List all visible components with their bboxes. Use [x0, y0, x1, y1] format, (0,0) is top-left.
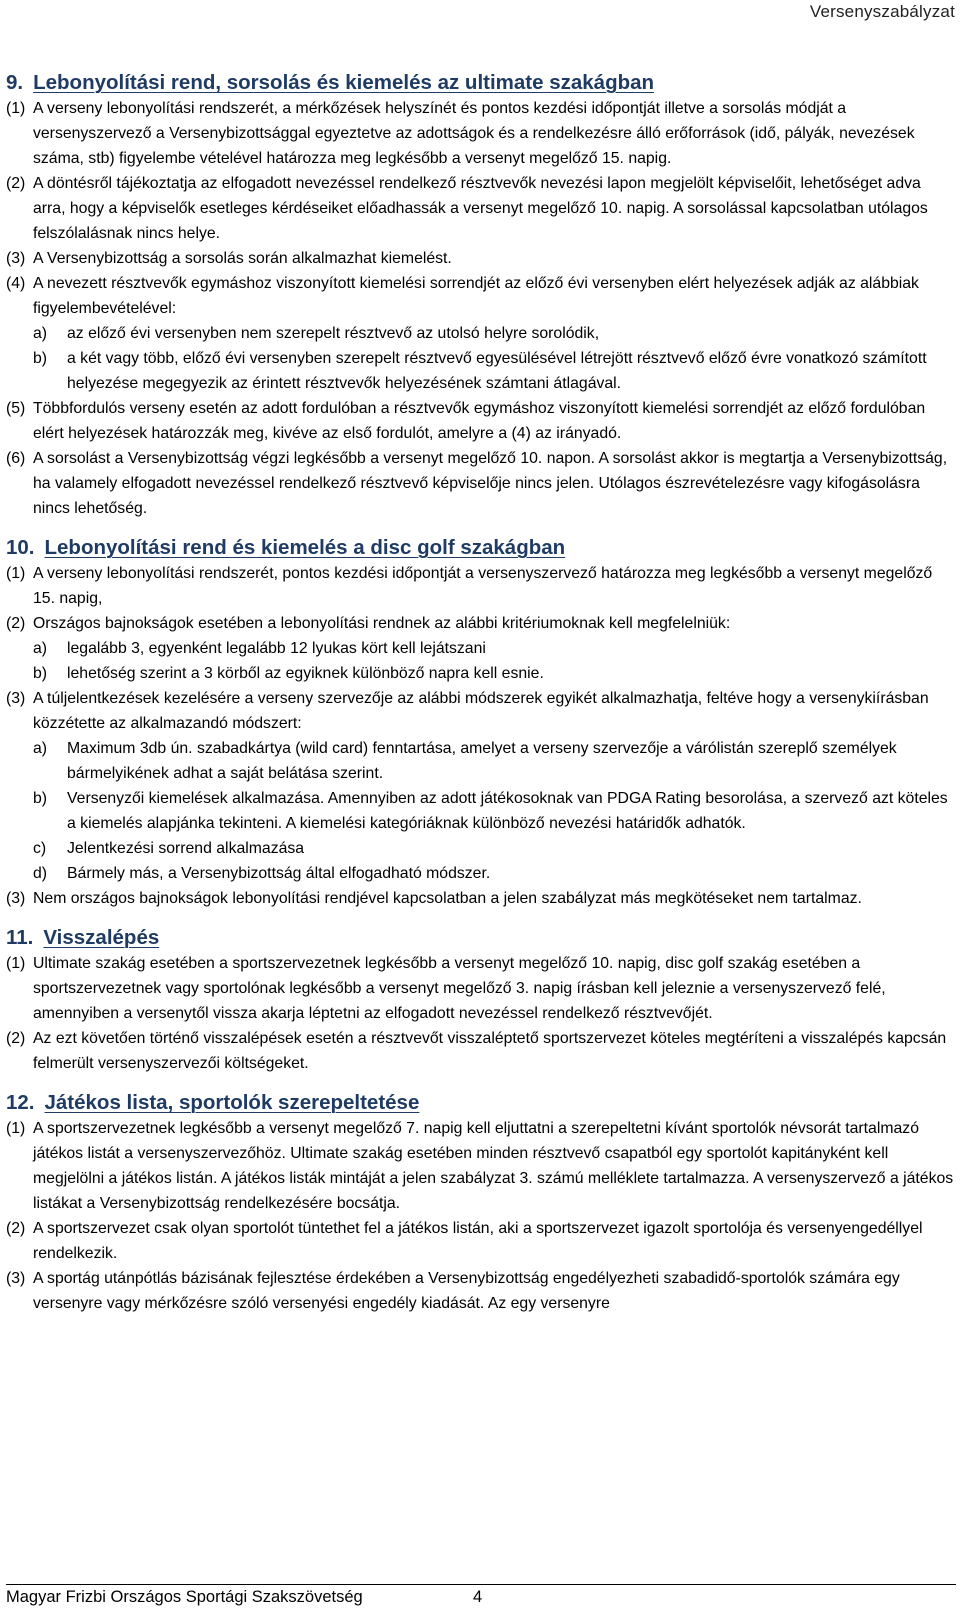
list-item — [6, 836, 956, 861]
section-title: Lebonyolítási rend és kiemelés a disc golf szakágban — [44, 536, 566, 559]
paragraph — [6, 951, 956, 1026]
list-item — [6, 321, 956, 346]
list-item — [6, 636, 956, 661]
paragraph-number: (3) — [6, 250, 26, 267]
section-9-heading — [6, 70, 956, 96]
paragraph-number: (2) — [6, 1220, 26, 1237]
footer-organization: Magyar Frizbi Országos Sportági Szakszövetség — [6, 1588, 363, 1606]
section-number: 12. — [6, 1091, 35, 1114]
paragraph-text: Többfordulós verseny esetén az adott fordulóban a résztvevők egymáshoz viszonyított kiemelési sorrendjét az előző fordulóban elért helyezések határozzák meg, kivéve az első fordulót, amelyre a (4) az irányadó. — [33, 400, 926, 442]
list-item-marker: d) — [33, 865, 48, 882]
paragraph-number: (2) — [6, 1030, 26, 1047]
paragraph-text: Ultimate szakág esetében a sportszervezetnek legkésőbb a versenyt megelőző 10. napig, disc golf szakág esetében a sportszervezetnek vagy sportolónak legkésőbb a versenyt megelőző 3. napig írásban kell jeleznie a versenyszervező felé, amennyiben a versenytől vissza akarja léptetni az elfogadott nevezéssel rendelkező résztvevőjét. — [33, 955, 886, 1022]
paragraph-text: Országos bajnokságok esetében a lebonyolítási rendnek az alábbi kritériumoknak kell megfelelniük: — [33, 615, 731, 632]
paragraph — [6, 1026, 956, 1076]
list-item — [6, 861, 956, 886]
page-number: 4 — [473, 1588, 483, 1606]
list-item-marker: a) — [33, 640, 48, 657]
paragraph-text: A sportág utánpótlás bázisának fejlesztése érdekében a Versenybizottság engedélyezheti szabadidő-sportolók számára egy versenyre vagy mérkőzésre szóló versenyési engedély kiadását. Az egy versenyre — [33, 1270, 900, 1312]
paragraph-number: (6) — [6, 450, 26, 467]
list-item-text: legalább 3, egyenként legalább 12 lyukas kört kell lejátszani — [67, 640, 486, 657]
section-10-heading — [6, 535, 956, 561]
paragraph — [6, 171, 956, 246]
list-item-marker: a) — [33, 740, 48, 757]
section-number: 11. — [6, 926, 34, 949]
paragraph-number: (1) — [6, 100, 26, 117]
paragraph — [6, 561, 956, 611]
paragraph-number: (3) — [6, 690, 26, 707]
paragraph — [6, 1216, 956, 1266]
paragraph-number: (3) — [6, 1270, 26, 1287]
paragraph-text: A Versenybizottság a sorsolás során alkalmazhat kiemelést. — [33, 250, 452, 267]
paragraph-number: (4) — [6, 275, 26, 292]
list-item-text: Jelentkezési sorrend alkalmazása — [67, 840, 305, 857]
paragraph-text: Nem országos bajnokságok lebonyolítási rendjével kapcsolatban a jelen szabályzat más megkötéseket nem tartalmaz. — [33, 890, 862, 907]
section-title: Játékos lista, sportolók szerepeltetése — [44, 1091, 420, 1114]
list-item-text: Bármely más, a Versenybizottság által elfogadható módszer. — [67, 865, 491, 882]
list-item-text: Maximum 3db ún. szabadkártya (wild card) fenntartása, amelyet a verseny szervezője a várólistán szereplő személyek bármelyikének adhat a saját belátása szerint. — [67, 740, 897, 782]
paragraph-text: A verseny lebonyolítási rendszerét, a mérkőzések helyszínét és pontos kezdési időpontját illetve a sorsolás módját a versenyszervező a Versenybizottsággal egyeztetve az adottságok és a rendelkezésre álló erőforrások (idő, pályák, nevezések száma, stb) figyelembe vételével határozza meg legkésőbb a versenyt megelőző 15. napig. — [33, 100, 915, 167]
list-item-text: lehetőség szerint a 3 körből az egyiknek különböző napra kell esnie. — [67, 665, 544, 682]
list-item — [6, 661, 956, 686]
paragraph — [6, 396, 956, 446]
section-title: Visszalépés — [43, 926, 160, 949]
list-item-marker: c) — [33, 840, 47, 857]
paragraph — [6, 246, 956, 271]
paragraph-number: (3) — [6, 890, 26, 907]
document-header-title: Versenyszabályzat — [809, 2, 955, 21]
paragraph-number: (1) — [6, 955, 26, 972]
paragraph-text: A sorsolást a Versenybizottság végzi legkésőbb a versenyt megelőző 10. napon. A sorsolást akkor is megtartja a Versenybizottság, ha valamely elfogadott nevezéssel rendelkező résztvevő képviselője nincs jelen. Utólagos észrevételezésre vagy kifogásolásra nincs lehetőség. — [33, 450, 948, 517]
paragraph — [6, 446, 956, 521]
paragraph — [6, 611, 956, 636]
paragraph-text: A nevezett résztvevők egymáshoz viszonyított kiemelési sorrendjét az előző évi versenyben elért helyezések adják az alábbiak figyelembevételével: — [33, 275, 919, 317]
paragraph-text: A verseny lebonyolítási rendszerét, pontos kezdési időpontját a versenyszervező határozza meg legkésőbb a versenyt megelőző 15. napig, — [33, 565, 933, 607]
paragraph-text: A döntésről tájékoztatja az elfogadott nevezéssel rendelkező résztvevők nevezési lapon megjelölt képviselőit, lehetőséget adva arra, hogy a képviselők esetleges kérdéseiket előadhassák a versenyt megelőző 10. napig. A sorsolással kapcsolatban utólagos felszólalásnak nincs helye. — [33, 175, 928, 242]
list-item — [6, 736, 956, 786]
paragraph-text: A sportszervezetnek legkésőbb a versenyt megelőző 7. napig kell eljuttatni a szerepeltetni kívánt sportolók névsorát tartalmazó játékos listát a versenyszervezőhöz. Ultimate szakág esetében minden résztvevő csapatból egy sportolót kapitányként kell megjelölni a játékos listán. A játékos listák mintáját a jelen szabályzat 3. számú melléklete tartalmazza. A versenyszervező a játékos listákat a Versenybizottság rendelkezésére bocsátja. — [33, 1120, 954, 1212]
list-item — [6, 786, 956, 836]
paragraph — [6, 1116, 956, 1216]
list-item-marker: a) — [33, 325, 48, 342]
paragraph — [6, 1266, 956, 1316]
document-body — [6, 70, 956, 1316]
section-number: 10. — [6, 536, 35, 559]
list-item-text: a két vagy több, előző évi versenyben szerepelt résztvevő egyesülésével létrejött résztvevő előző évre vonatkozó számított helyezése megegyezik az érintett résztvevők helyezésének számtani átlagával. — [67, 350, 927, 392]
paragraph-number: (2) — [6, 175, 26, 192]
paragraph — [6, 686, 956, 736]
section-title: Lebonyolítási rend, sorsolás és kiemelés az ultimate szakágban — [33, 71, 655, 94]
list-item-marker: b) — [33, 350, 48, 367]
list-item-text: Versenyzői kiemelések alkalmazása. Amennyiben az adott játékosoknak van PDGA Rating besorolása, a szervező azt köteles a kiemelés alapjánka tekinteni. A kiemelési kategóriáknak különböző nevezési határidők adhatók. — [67, 790, 948, 832]
list-item — [6, 346, 956, 396]
paragraph-number: (5) — [6, 400, 26, 417]
list-item-text: az előző évi versenyben nem szerepelt résztvevő az utolsó helyre sorolódik, — [67, 325, 600, 342]
list-item-marker: b) — [33, 665, 48, 682]
paragraph-number: (2) — [6, 615, 26, 632]
paragraph — [6, 96, 956, 171]
list-item-marker: b) — [33, 790, 48, 807]
section-number: 9. — [6, 71, 24, 94]
paragraph — [6, 271, 956, 321]
paragraph-text: Az ezt követően történő visszalépések esetén a résztvevőt visszaléptető sportszervezet köteles megtéríteni a visszalépés kapcsán felmerült versenyszervezői költségeket. — [33, 1030, 947, 1072]
paragraph-number: (1) — [6, 1120, 26, 1137]
section-11-heading — [6, 925, 956, 951]
paragraph-text: A túljelentkezések kezelésére a verseny szervezője az alábbi módszerek egyikét alkalmazhatja, feltéve hogy a versenykiírásban közzétette az alkalmazandó módszert: — [33, 690, 929, 732]
section-12-heading — [6, 1090, 956, 1116]
paragraph-number: (1) — [6, 565, 26, 582]
paragraph-text: A sportszervezet csak olyan sportolót tüntethet fel a játékos listán, aki a sportszervezet igazolt sportolója és versenyengedéllyel rendelkezik. — [33, 1220, 923, 1262]
paragraph — [6, 886, 956, 911]
footer-divider — [6, 1584, 956, 1585]
